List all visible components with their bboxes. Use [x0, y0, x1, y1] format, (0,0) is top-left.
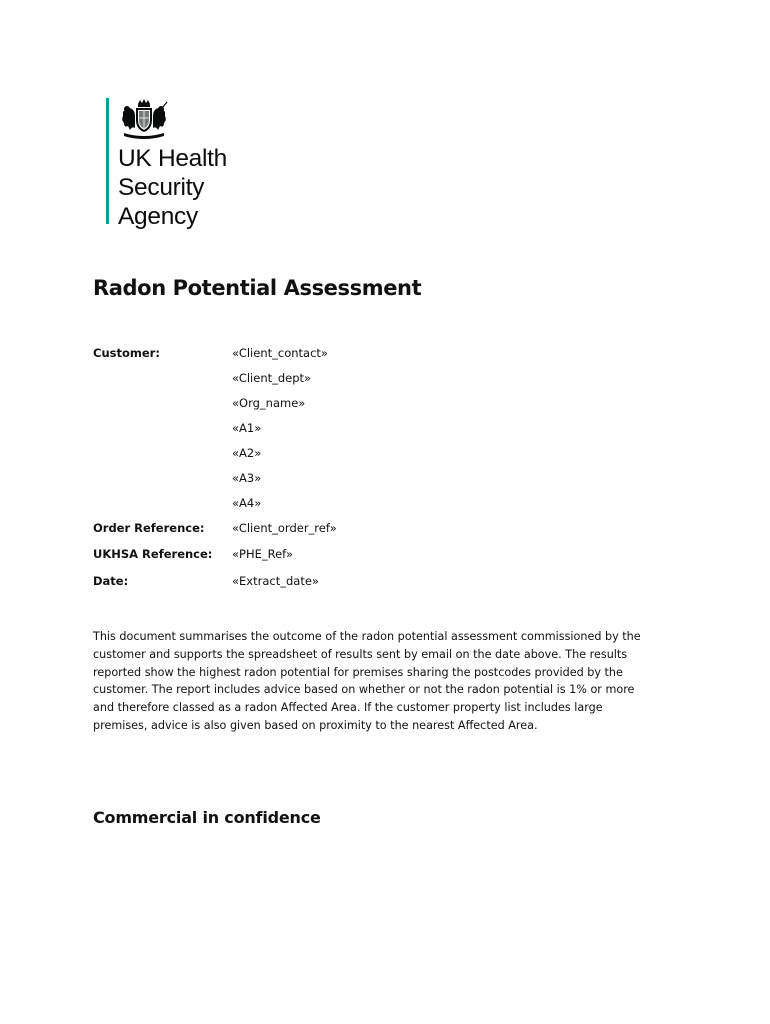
summary-line: customer and supports the spreadsheet of results sent by email on the date above. The results	[93, 647, 628, 661]
summary-paragraph	[93, 628, 673, 735]
logo-line-2: Security	[118, 174, 205, 201]
logo-line-1: UK Health	[118, 145, 227, 172]
customer-value-a2: «A2»	[232, 446, 262, 460]
confidentiality-heading: Commercial in confidence	[93, 808, 321, 827]
customer-value-a1: «A1»	[232, 421, 262, 435]
customer-value-a3: «A3»	[232, 471, 262, 485]
customer-value-a4: «A4»	[232, 496, 262, 510]
customer-value-dept: «Client_dept»	[232, 371, 312, 385]
ukhsa-reference-value: «PHE_Ref»	[232, 547, 294, 561]
customer-value-org: «Org_name»	[232, 396, 306, 410]
ukhsa-reference-label: UKHSA Reference:	[93, 547, 213, 561]
summary-line: This document summarises the outcome of the radon potential assessment commissioned by the	[93, 630, 641, 643]
date-value: «Extract_date»	[232, 574, 319, 588]
order-reference-label: Order Reference:	[93, 521, 205, 535]
ukhsa-logo	[106, 98, 276, 228]
customer-value-contact: «Client_contact»	[232, 346, 328, 360]
page-title: Radon Potential Assessment	[93, 276, 422, 300]
summary-line: and therefore classed as a radon Affected Area. If the customer property list includes large	[93, 701, 603, 715]
summary-line: premises, advice is also given based on proximity to the nearest Affected Area.	[93, 718, 538, 732]
order-reference-value: «Client_order_ref»	[232, 521, 337, 535]
logo-line-3: Agency	[118, 203, 198, 230]
date-label: Date:	[93, 574, 129, 588]
summary-line: reported show the highest radon potential for premises sharing the postcodes provided by the	[93, 665, 623, 679]
royal-crest-icon	[118, 98, 170, 140]
logo-wordmark	[118, 144, 227, 231]
summary-line: customer. The report includes advice based on whether or not the radon potential is 1% or more	[93, 683, 635, 697]
logo-accent-bar	[106, 98, 109, 224]
customer-label: Customer:	[93, 346, 160, 360]
